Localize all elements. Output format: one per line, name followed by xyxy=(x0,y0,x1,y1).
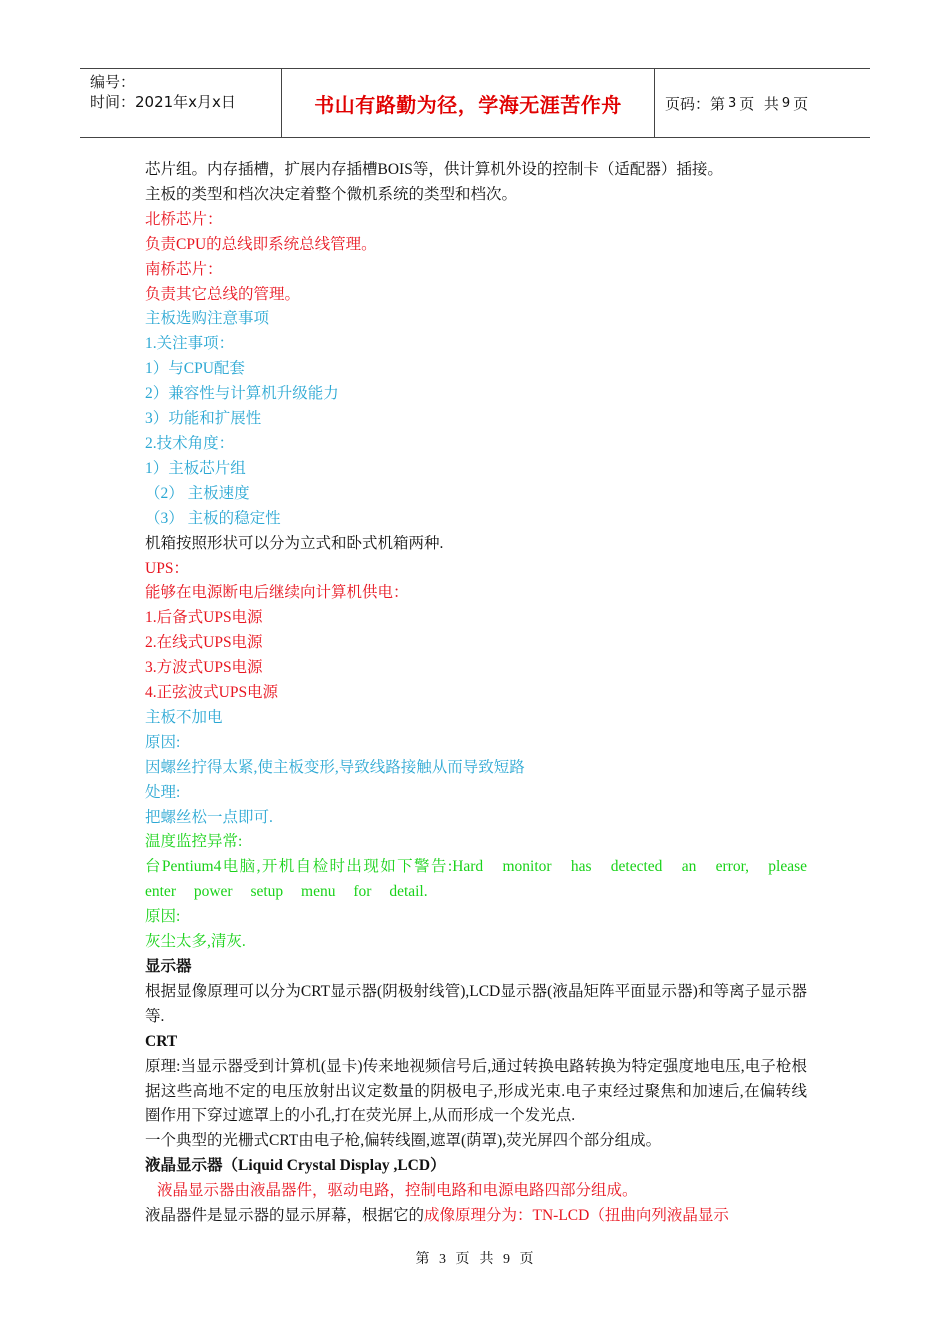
text-line: 把螺丝松一点即可. xyxy=(145,808,273,826)
document-date-label: 时间：2021年x月x日 xyxy=(90,93,236,111)
text-line: 台Pentium4电脑,开机自检时出现如下警告:Hard monitor has detected an error, please enter power setup menu for detail. xyxy=(145,858,807,901)
text-line: 主板的类型和档次决定着整个微机系统的类型和档次。 xyxy=(145,185,518,203)
text-line: 原因: xyxy=(145,908,181,926)
text-line: 1.后备式UPS电源 xyxy=(145,609,263,627)
text-segment-highlight: 成像原理分为：TN-LCD（扭曲向列液晶显示 xyxy=(424,1207,729,1225)
text-line: 原因: xyxy=(145,733,181,751)
page-mid: 页 共 xyxy=(739,94,779,113)
page-footer xyxy=(0,1248,950,1268)
text-line: 温度监控异常: xyxy=(145,833,243,851)
document-number-label: 编号： xyxy=(90,73,136,91)
text-line: 1.关注事项： xyxy=(145,335,235,353)
text-line: 负责其它总线的管理。 xyxy=(145,285,301,303)
page-suffix: 页 xyxy=(793,94,809,113)
header-page-info xyxy=(655,69,870,137)
text-line xyxy=(145,1204,807,1229)
section-heading: 显示器 xyxy=(145,958,192,975)
text-line: 原理:当显示器受到计算机(显卡)传来地视频信号后,通过转换电路转换为特定强度地电压,电子枪根据这些高地不定的电压放射出议定数量的阴极电子,形成光束.电子束经过聚焦和加速后,在偏转线圈作用下穿过遮罩上的小孔,打在荧光屏上,从而形成一个发光点. xyxy=(145,1057,807,1125)
text-line: 4.正弦波式UPS电源 xyxy=(145,684,279,702)
header-meta xyxy=(80,69,282,137)
text-line: 根据显像原理可以分为CRT显示器(阴极射线管),LCD显示器(液晶矩阵平面显示器)和等离子显示器等. xyxy=(145,982,807,1025)
text-line: 2）兼容性与计算机升级能力 xyxy=(145,385,339,403)
text-line: UPS： xyxy=(145,559,189,577)
text-line: 处理: xyxy=(145,783,181,801)
text-segment: 液晶器件是显示器的显示屏幕，根据它的 xyxy=(145,1207,425,1225)
text-line: 因螺丝拧得太紧,使主板变形,导致线路接触从而导致短路 xyxy=(145,758,525,776)
footer-page-number: 3 xyxy=(439,1252,447,1267)
text-line: 南桥芯片： xyxy=(145,260,223,278)
text-line: 2.在线式UPS电源 xyxy=(145,634,263,652)
text-line: （3） 主板的稳定性 xyxy=(145,509,281,527)
footer-page-total: 9 xyxy=(503,1252,511,1267)
text-line: 负责CPU的总线即系统总线管理。 xyxy=(145,235,377,253)
section-heading: CRT xyxy=(145,1032,178,1050)
section-heading: 液晶显示器（Liquid Crystal Display ,LCD） xyxy=(145,1157,446,1175)
document-body xyxy=(145,158,807,1229)
text-line: 1）与CPU配套 xyxy=(145,360,245,378)
text-line: 主板选购注意事项 xyxy=(145,310,270,328)
footer-suffix: 页 xyxy=(519,1252,535,1267)
footer-prefix: 第 xyxy=(415,1252,431,1267)
text-line: 2.技术角度： xyxy=(145,434,235,452)
text-line: 主板不加电 xyxy=(145,708,223,726)
text-line: 能够在电源断电后继续向计算机供电： xyxy=(145,584,409,602)
text-line: 一个典型的光栅式CRT由电子枪,偏转线圈,遮罩(荫罩),荧光屏四个部分组成。 xyxy=(145,1132,662,1150)
text-line: 机箱按照形状可以分为立式和卧式机箱两种. xyxy=(145,534,444,552)
text-line: 1）主板芯片组 xyxy=(145,459,246,477)
text-line: 液晶显示器由液晶器件，驱动电路，控制电路和电源电路四部分组成。 xyxy=(157,1182,638,1200)
page-header xyxy=(80,68,870,138)
page-number: 3 xyxy=(728,95,737,111)
footer-mid: 页 共 xyxy=(455,1252,495,1267)
text-line: 芯片组。内存插槽，扩展内存插槽BOIS等，供计算机外设的控制卡（适配器）插接。 xyxy=(145,161,723,178)
page-prefix: 页码：第 xyxy=(665,94,726,113)
page-total: 9 xyxy=(781,95,791,111)
text-line: （2） 主板速度 xyxy=(145,484,250,502)
text-line: 北桥芯片： xyxy=(145,210,223,228)
text-line: 3）功能和扩展性 xyxy=(145,410,262,428)
text-line: 灰尘太多,清灰. xyxy=(145,933,246,951)
text-line: 3.方波式UPS电源 xyxy=(145,659,263,677)
header-motto: 书山有路勤为径，学海无涯苦作舟 xyxy=(282,69,655,137)
